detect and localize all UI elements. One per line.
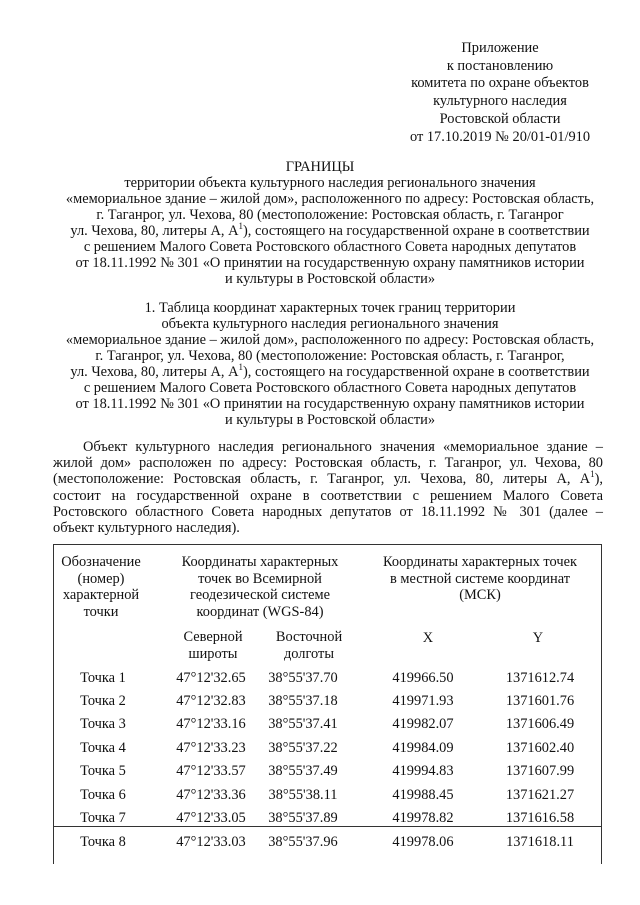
header-text: долготы <box>283 645 334 662</box>
subtitle-line: и культуры в Ростовской области» <box>224 271 436 287</box>
point-longitude: 38°55'38.11 <box>268 787 338 803</box>
point-x: 419984.09 <box>392 740 454 756</box>
point-longitude: 38°55'37.96 <box>268 834 338 850</box>
header-text: характерной <box>62 587 140 603</box>
paragraph-text: (местоположение: Ростовская область, г. Таганрог, ул. Чехова, 80, литеры А, А <box>53 471 591 488</box>
section-line <box>30 364 630 380</box>
point-latitude: 47°12'33.05 <box>176 810 246 826</box>
point-y: 1371618.11 <box>506 834 574 850</box>
appendix-line: от 17.10.2019 № 20/01-01/910 <box>409 128 591 145</box>
point-latitude: 47°12'33.57 <box>176 763 246 779</box>
header-text: Восточной <box>275 629 343 645</box>
appendix-line: культурного наследия <box>433 93 567 110</box>
point-x: 419994.83 <box>392 763 454 779</box>
point-x: 419971.93 <box>392 693 454 709</box>
header-text: в местной системе координат <box>389 570 571 587</box>
table-row <box>53 693 602 717</box>
subtitle-line: территории объекта культурного наследия регионального значения <box>124 175 536 191</box>
point-y: 1371612.74 <box>505 670 575 686</box>
header-text: Северной <box>183 629 243 645</box>
paragraph-text: ), <box>594 471 603 488</box>
header-text: (МСК) <box>459 587 501 603</box>
table-border <box>53 544 602 545</box>
section-text: ул. Чехова, 80, литеры А, А <box>70 364 239 380</box>
point-name: Точка 5 <box>80 763 126 779</box>
point-longitude: 38°55'37.41 <box>268 716 338 732</box>
point-y: 1371602.40 <box>505 740 575 756</box>
subtitle-line <box>30 223 630 239</box>
header-north-latitude <box>165 629 261 662</box>
point-name: Точка 3 <box>80 716 126 732</box>
paragraph-line: Объект культурного наследия регионального значения «мемориальное здание – <box>83 439 603 455</box>
table-row <box>53 670 602 694</box>
header-x: X <box>422 630 434 646</box>
point-y: 1371607.99 <box>505 763 575 779</box>
point-x: 419966.50 <box>392 670 454 686</box>
section-line: г. Таганрог, ул. Чехова, 80 (местоположение: Ростовская область, г. Таганрог, <box>95 348 565 364</box>
header-text: координат (WGS-84) <box>196 603 324 620</box>
appendix-line: Ростовской области <box>439 110 561 127</box>
point-x: 419978.82 <box>392 810 454 826</box>
header-msk <box>363 554 597 604</box>
table-row <box>53 716 602 740</box>
subtitle-line: г. Таганрог, ул. Чехова, 80 (местоположение: Ростовская область, г. Таганрог <box>96 207 564 223</box>
superscript: 1 <box>238 221 243 232</box>
header-y: Y <box>532 630 544 646</box>
point-name: Точка 7 <box>80 810 126 826</box>
section-line: от 18.11.1992 № 301 «О принятии на государственную охрану памятников истории <box>75 396 585 412</box>
header-text: точек во Всемирной <box>198 570 322 587</box>
header-text: Координаты характерных точек <box>383 554 577 570</box>
header-wgs84 <box>165 554 355 620</box>
subtitle-text: ул. Чехова, 80, литеры А, А <box>70 223 239 239</box>
point-longitude: 38°55'37.89 <box>268 810 338 826</box>
paragraph-line: состоит на государственной охране в соответствии с решением Малого Совета <box>53 487 603 504</box>
body-paragraph <box>53 439 603 536</box>
appendix-line: комитета по охране объектов <box>411 75 589 92</box>
table-row <box>53 810 602 834</box>
paragraph-line: объект культурного наследия). <box>53 520 240 537</box>
header-text: Обозначение <box>61 554 141 570</box>
point-y: 1371616.58 <box>505 810 575 826</box>
header-text: точки <box>83 603 119 620</box>
point-x: 419982.07 <box>392 716 454 732</box>
point-latitude: 47°12'33.16 <box>176 716 246 732</box>
coordinates-table <box>53 544 602 864</box>
appendix-line: к постановлению <box>446 57 554 74</box>
document-title: ГРАНИЦЫ <box>285 159 355 175</box>
point-latitude: 47°12'33.03 <box>176 834 246 850</box>
paragraph-line: Ростовского областного Совета народных депутатов от 18.11.1992 № 301 (далее – <box>53 503 603 520</box>
header-text: (номер) <box>77 570 125 587</box>
header-text: Координаты характерных <box>181 554 339 570</box>
point-name: Точка 2 <box>80 693 126 709</box>
table-row <box>53 740 602 764</box>
table-row <box>53 787 602 811</box>
point-longitude: 38°55'37.18 <box>268 693 338 709</box>
appendix-block <box>380 40 620 146</box>
table-row <box>53 763 602 787</box>
point-latitude: 47°12'33.23 <box>176 740 246 756</box>
paragraph-line: жилой дом» расположен по адресу: Ростовская область, г. Таганрог, ул. Чехова, 80 <box>53 455 603 472</box>
section-heading <box>30 300 630 428</box>
point-latitude: 47°12'33.36 <box>176 787 246 803</box>
section-line: 1. Таблица координат характерных точек границ территории <box>144 300 516 316</box>
subtitle-text: ), состоящего на государственной охране в соответствии <box>242 223 590 239</box>
paragraph-line <box>53 471 603 487</box>
header-text: геодезической системе <box>190 587 330 603</box>
point-name: Точка 1 <box>80 670 126 686</box>
section-line: объекта культурного наследия регионального значения <box>161 316 499 332</box>
superscript: 1 <box>238 362 243 373</box>
section-line: «мемориальное здание – жилой дом», расположенного по адресу: Ростовская область, <box>65 332 595 348</box>
point-name: Точка 6 <box>80 787 126 803</box>
point-name: Точка 4 <box>80 740 126 756</box>
point-latitude: 47°12'32.83 <box>176 693 246 709</box>
point-latitude: 47°12'32.65 <box>176 670 246 686</box>
subtitle-line: от 18.11.1992 № 301 «О принятии на государственную охрану памятников истории <box>75 255 585 271</box>
point-y: 1371601.76 <box>505 693 575 709</box>
table-row <box>53 834 602 858</box>
point-name: Точка 8 <box>80 834 126 850</box>
point-y: 1371606.49 <box>505 716 575 732</box>
appendix-line: Приложение <box>461 40 539 56</box>
point-longitude: 38°55'37.70 <box>268 670 338 686</box>
subtitle-line: с решением Малого Совета Ростовского областного Совета народных депутатов <box>83 239 577 255</box>
subtitle-line: «мемориальное здание – жилой дом», расположенного по адресу: Ростовская область, <box>65 191 595 207</box>
superscript: 1 <box>590 469 595 480</box>
header-text: широты <box>188 645 238 662</box>
section-line: и культуры в Ростовской области» <box>224 412 436 428</box>
document-subtitle <box>30 175 630 287</box>
header-point-designation <box>59 554 143 620</box>
point-longitude: 38°55'37.49 <box>268 763 338 779</box>
point-x: 419978.06 <box>392 834 454 850</box>
point-y: 1371621.27 <box>505 787 575 803</box>
point-longitude: 38°55'37.22 <box>268 740 338 756</box>
section-text: ), состоящего на государственной охране в соответствии <box>242 364 590 380</box>
section-line: с решением Малого Совета Ростовского областного Совета народных депутатов <box>83 380 577 396</box>
point-x: 419988.45 <box>392 787 454 803</box>
header-east-longitude <box>261 629 357 662</box>
